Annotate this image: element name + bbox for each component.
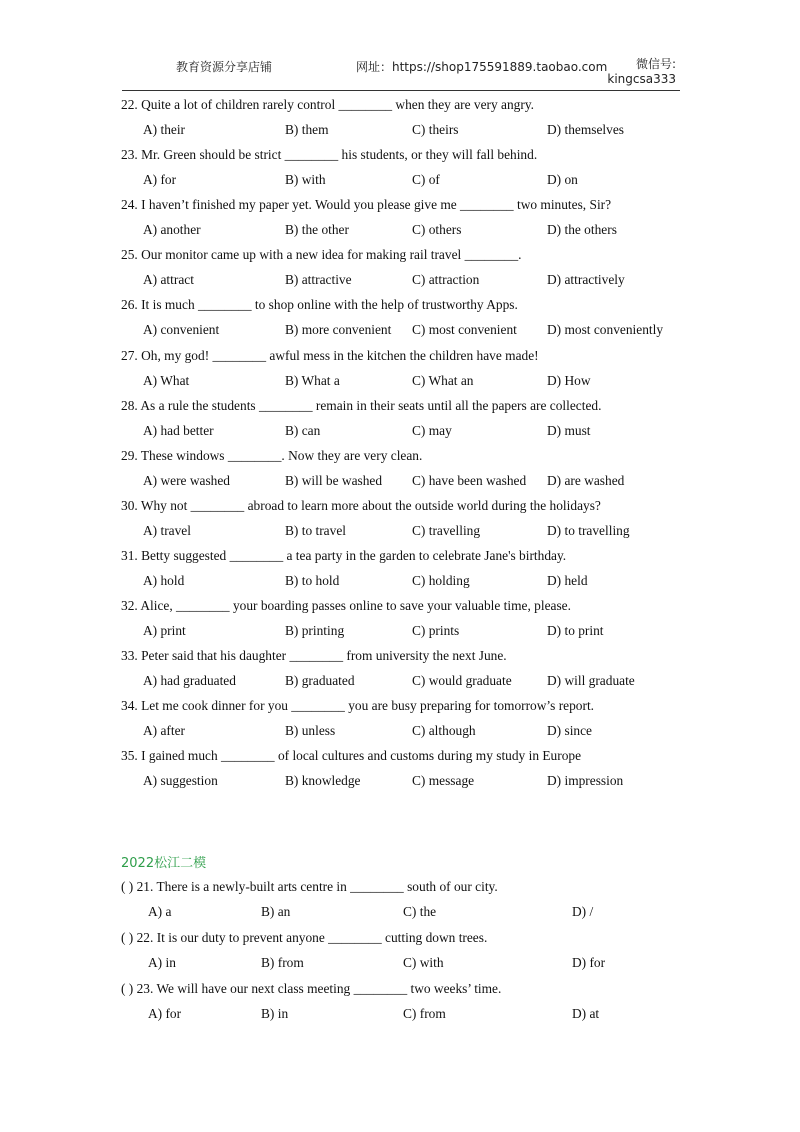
question-stem: 23. Mr. Green should be strict ________ his students, or they will fall behind. (121, 147, 538, 163)
option-c: C) prints (412, 623, 460, 638)
question-stem: 28. As a rule the students ________ remain in their seats until all the papers are collected. (121, 397, 602, 413)
option-b: B) can (285, 422, 321, 438)
option-a: A) What (143, 372, 190, 388)
option-d: D) will graduate (547, 673, 635, 689)
option-a: A) had graduated (143, 673, 236, 689)
option-b: B) in (261, 1006, 289, 1021)
option-c: C) attraction (412, 272, 480, 288)
wechat-info (607, 57, 676, 87)
option-b: B) attractive (285, 272, 352, 288)
question-stem: 32. Alice, ________ your boarding passes online to save your valuable time, please. (121, 598, 571, 613)
option-a: A) had better (143, 422, 214, 438)
option-c: C) of (412, 172, 440, 188)
option-c: C) although (412, 723, 476, 739)
question-stem: 33. Peter said that his daughter ________ from university the next June. (121, 648, 507, 664)
option-a: A) hold (143, 572, 185, 588)
option-a: A) convenient (143, 322, 220, 338)
option-a: A) another (143, 222, 201, 238)
option-d: D) themselves (547, 122, 624, 137)
option-a: A) attract (143, 272, 194, 288)
option-b: B) with (285, 172, 326, 188)
wechat-id: kingcsa333 (607, 72, 676, 86)
option-b: B) more convenient (285, 322, 392, 338)
page-header (122, 52, 680, 91)
option-a: A) a (148, 904, 172, 919)
option-b: B) graduated (285, 673, 355, 689)
option-b: B) knowledge (285, 773, 361, 789)
option-b: B) an (261, 904, 291, 919)
wechat-label: 微信号: (635, 57, 676, 71)
option-d: D) impression (547, 773, 624, 789)
option-b: B) printing (285, 623, 345, 638)
question-stem: 27. Oh, my god! ________ awful mess in the kitchen the children have made! (121, 347, 539, 363)
option-d: D) on (547, 172, 578, 188)
option-d: D) to travelling (547, 522, 630, 538)
question-stem: 29. These windows ________. Now they are very clean. (121, 447, 423, 463)
option-b: B) them (285, 122, 329, 137)
option-a: A) print (143, 623, 186, 638)
option-a: A) suggestion (143, 773, 218, 789)
option-a: A) in (148, 955, 176, 970)
option-d: D) must (547, 422, 591, 438)
option-c: C) the (403, 904, 437, 919)
option-c: C) What an (412, 372, 474, 388)
option-b: B) to hold (285, 572, 340, 588)
question-stem: 26. It is much ________ to shop online with the help of trustworthy Apps. (121, 297, 518, 313)
option-c: C) from (403, 1006, 446, 1021)
question-stem: 22. Quite a lot of children rarely control ________ when they are very angry. (121, 97, 534, 112)
option-c: C) most convenient (412, 322, 517, 338)
option-d: D) / (572, 904, 594, 919)
option-d: D) for (572, 955, 606, 970)
question-stem: 25. Our monitor came up with a new idea for making rail travel ________. (121, 247, 522, 263)
option-a: A) their (143, 122, 186, 137)
option-a: A) for (143, 172, 177, 188)
question-stem: 30. Why not ________ abroad to learn more about the outside world during the holidays? (121, 497, 601, 513)
option-c: C) would graduate (412, 673, 512, 689)
option-b: B) What a (285, 372, 340, 388)
option-b: B) unless (285, 723, 336, 739)
option-d: D) to print (547, 623, 604, 638)
shop-name: 教育资源分享店铺 (176, 60, 273, 74)
option-c: C) theirs (412, 122, 459, 137)
option-c: C) message (412, 773, 475, 789)
option-d: D) held (547, 572, 588, 588)
option-d: D) at (572, 1006, 600, 1021)
question-stem: 31. Betty suggested ________ a tea party in the garden to celebrate Jane's birthday. (121, 547, 567, 563)
option-d: D) most conveniently (547, 322, 664, 338)
question-stem: ( ) 23. We will have our next class meeting ________ two weeks’ time. (121, 981, 502, 996)
option-d: D) How (547, 372, 591, 388)
option-a: A) after (143, 723, 186, 739)
option-c: C) with (403, 955, 444, 970)
question-stem: 34. Let me cook dinner for you ________ you are busy preparing for tomorrow’s report. (121, 698, 595, 714)
option-c: C) holding (412, 572, 470, 588)
option-a: A) travel (143, 522, 191, 538)
option-d: D) attractively (547, 272, 625, 288)
option-d: D) are washed (547, 472, 625, 488)
option-a: A) for (148, 1006, 182, 1021)
option-b: B) to travel (285, 522, 346, 538)
option-c: C) travelling (412, 522, 481, 538)
shop-url: 网址：https://shop175591889.taobao.com (356, 60, 608, 74)
option-d: D) since (547, 723, 592, 739)
option-c: C) others (412, 222, 462, 238)
option-a: A) were washed (143, 472, 230, 488)
question-stem: ( ) 22. It is our duty to prevent anyone ________ cutting down trees. (121, 930, 488, 945)
option-b: B) from (261, 955, 304, 970)
option-b: B) the other (285, 222, 349, 238)
option-c: C) may (412, 422, 452, 438)
question-stem: 35. I gained much ________ of local cultures and customs during my study in Europe (121, 748, 582, 764)
question-stem: ( ) 21. There is a newly-built arts centre in ________ south of our city. (121, 879, 498, 894)
option-c: C) have been washed (412, 472, 527, 488)
section-title: 2022松江二模 (121, 856, 207, 871)
option-b: B) will be washed (285, 472, 383, 488)
option-d: D) the others (547, 222, 617, 238)
question-stem: 24. I haven’t finished my paper yet. Would you please give me ________ two minutes, Sir? (121, 197, 612, 213)
